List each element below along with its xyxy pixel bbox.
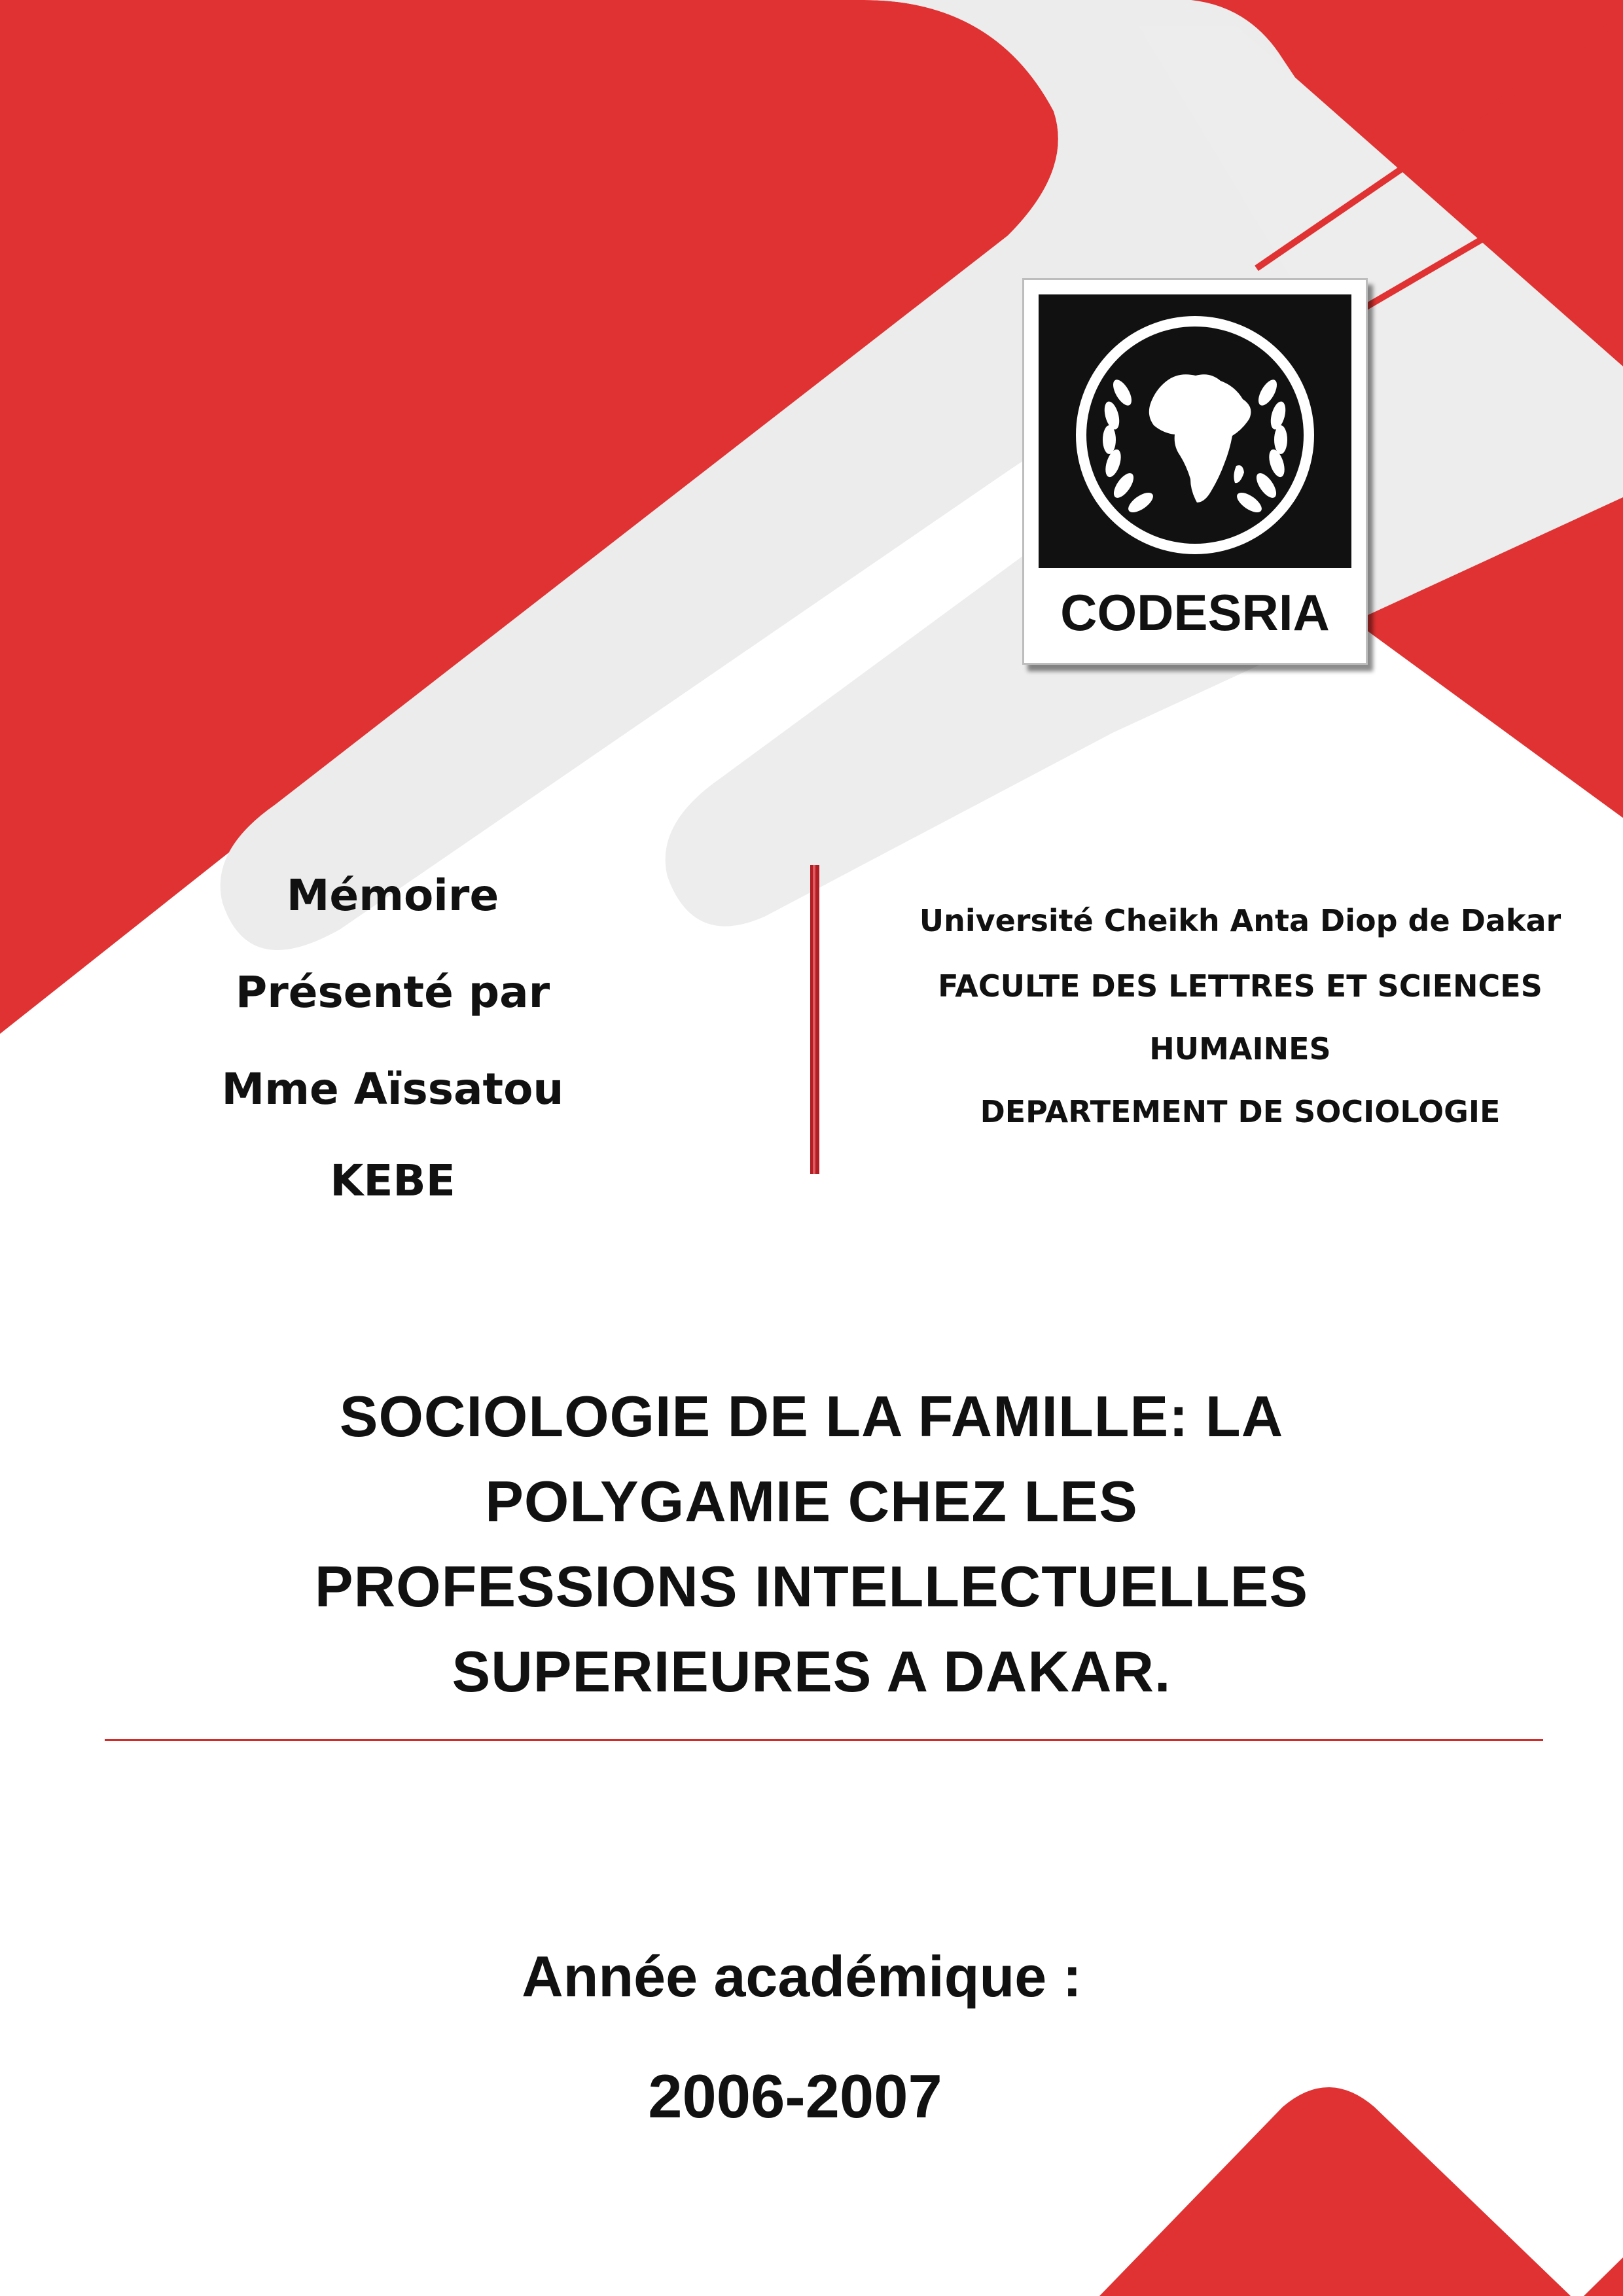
author-surname: KEBE xyxy=(330,1156,455,1206)
department-name: DEPARTEMENT DE SOCIOLOGIE xyxy=(980,1094,1501,1129)
presented-by: Présenté par xyxy=(235,967,550,1017)
author-name: Mme Aïssatou xyxy=(221,1064,564,1114)
academic-year-value: 2006-2007 xyxy=(648,2062,942,2130)
title-line-2: POLYGAMIE CHEZ LES xyxy=(485,1469,1138,1534)
faculty-line-1: FACULTE DES LETTRES ET SCIENCES xyxy=(938,968,1543,1004)
document-type: Mémoire xyxy=(286,870,499,921)
logo-panel xyxy=(1039,294,1351,648)
logo-text-band xyxy=(1039,294,1351,648)
title-line-1: SOCIOLOGIE DE LA FAMILLE: LA xyxy=(339,1384,1284,1449)
logo-text: CODESRIA xyxy=(1060,584,1330,641)
university-name: Université Cheikh Anta Diop de Dakar xyxy=(919,903,1561,938)
codesria-logo xyxy=(1022,278,1368,665)
academic-year-label: Année académique : xyxy=(522,1944,1082,2009)
white-notch-bottom-right xyxy=(1584,2257,1623,2296)
title-line-3: PROFESSIONS INTELLECTUELLES xyxy=(314,1554,1309,1619)
vertical-divider-highlight xyxy=(813,865,815,1174)
title-line-4: SUPERIEURES A DAKAR. xyxy=(452,1639,1171,1704)
thesis-title xyxy=(92,1374,1531,1714)
faculty-line-2: HUMAINES xyxy=(1149,1031,1331,1067)
title-underline xyxy=(105,1739,1543,1741)
